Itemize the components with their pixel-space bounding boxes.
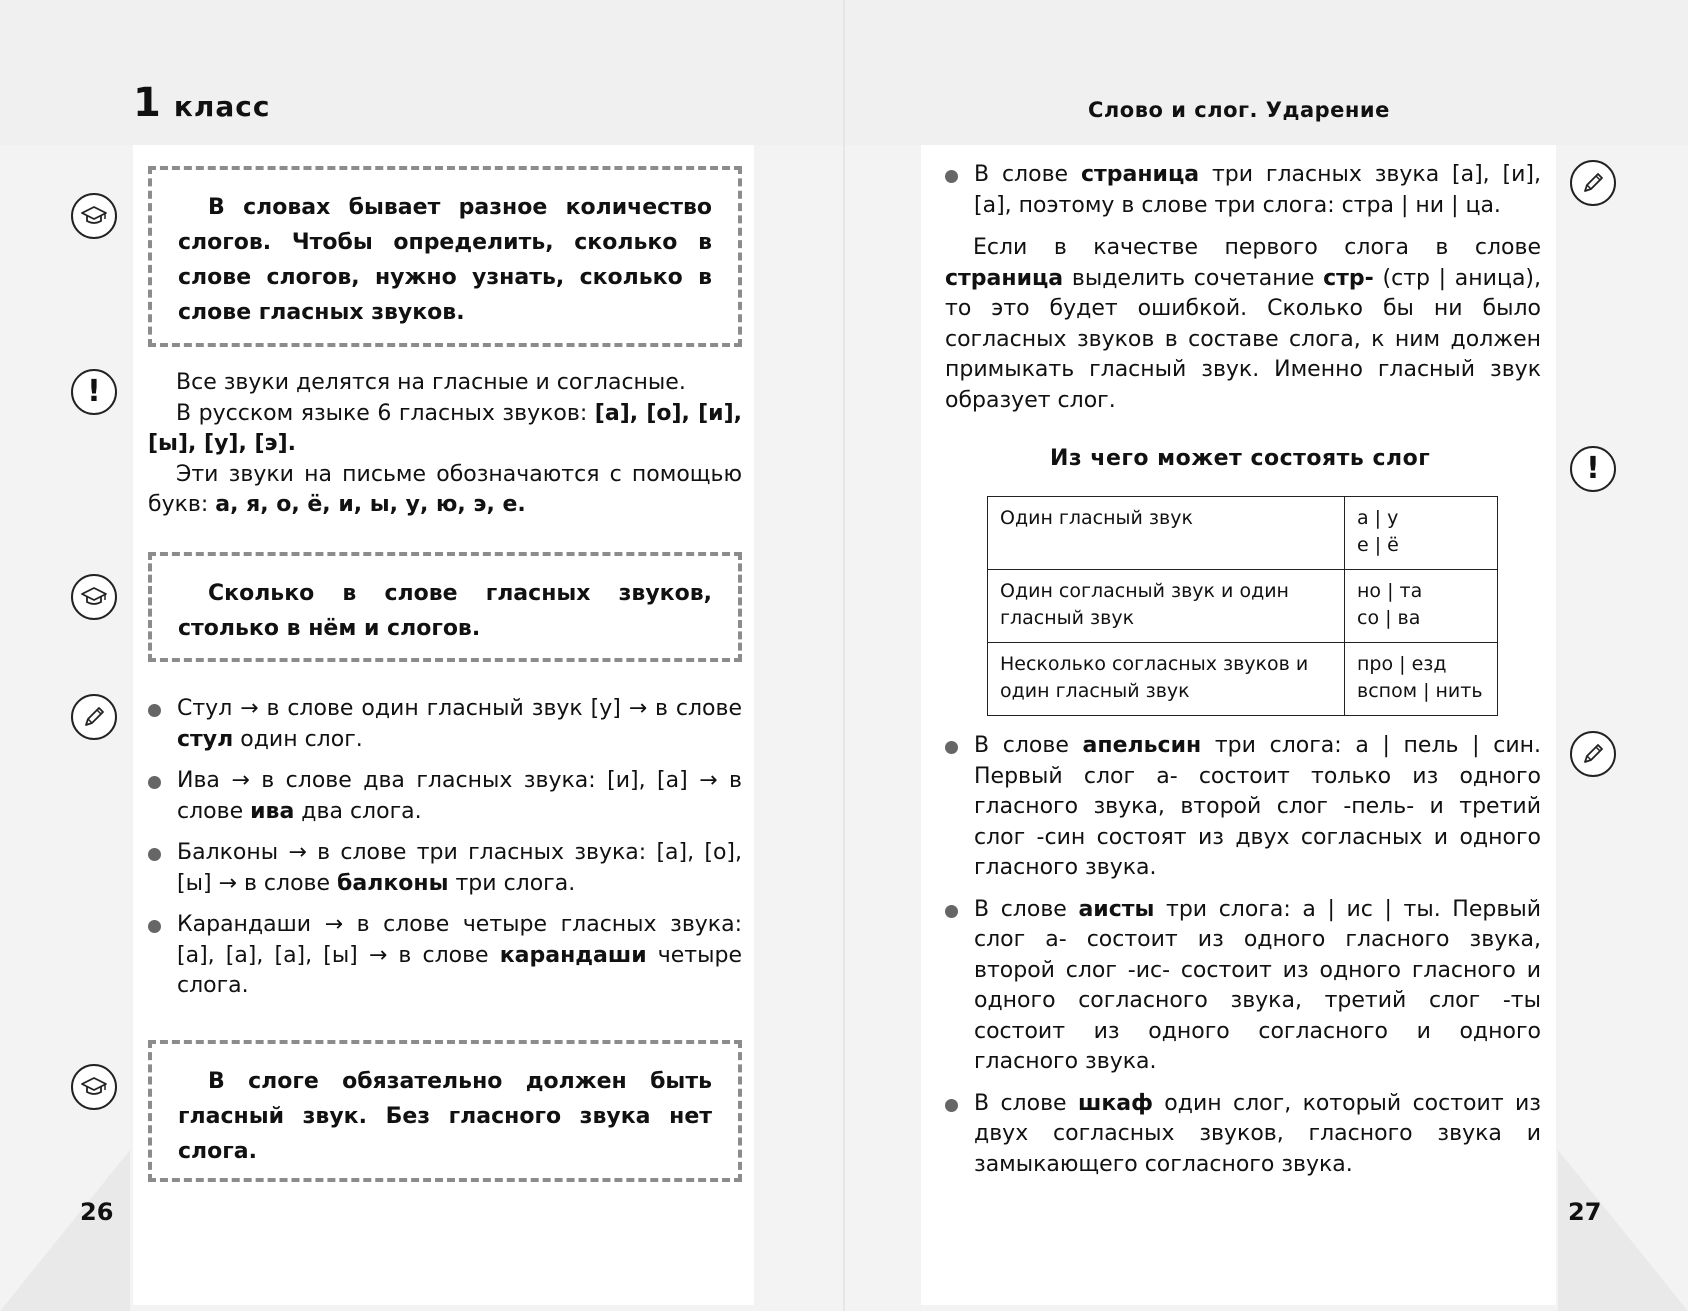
strana-example <box>945 160 1541 232</box>
list-item: В слове шкаф один слог, который состоит из двух согласных звуков, гласного звука и замыкающего согласного звука. <box>945 1089 1541 1181</box>
exclamation-icon: ! <box>1570 446 1616 492</box>
table-title: Из чего может состоять слог <box>1050 446 1431 471</box>
table-row <box>988 570 1498 643</box>
page-edge-shadow <box>1558 1150 1688 1311</box>
table-row <box>988 643 1498 716</box>
paragraph: Если в качестве первого слога в слове страница выделить сочетание стр- (стр | аница), то это будет ошибкой. Сколько бы ни было согласных звуков в составе слога, к ним должен примыкать гласный звук. Именно гласный звук образует слог. <box>945 235 1541 413</box>
page-number-left: 26 <box>80 1198 114 1226</box>
explanation-paragraph <box>945 233 1541 416</box>
pencil-icon <box>71 694 117 740</box>
list-item: Карандаши → в слове четыре гласных звука: [а], [а], [а], [ы] → в слове карандаши четыре слога. <box>148 910 742 1002</box>
grade-word: класс <box>173 90 271 123</box>
rule-box-3: В слоге обязательно должен быть гласный звук. Без гласного звука нет слога. <box>148 1040 742 1182</box>
table-cell-desc: Один согласный звук и один гласный звук <box>988 570 1345 643</box>
right-examples-list <box>945 731 1541 1191</box>
list-item: Балконы → в слове три гласных звука: [а], [о], [ы] → в слове балконы три слога. <box>148 838 742 899</box>
paragraph: В русском языке 6 гласных звуков: [а], [о], [и], [ы], [у], [э]. <box>148 400 742 456</box>
list-item: В слове аисты три слога: а | ис | ты. Первый слог а- состоит из одного гласного звука, второй слог -ис- состоит из одного гласного и одного согласного звука, третий слог -ты состоит из одного согласного и одного гласного звука. <box>945 895 1541 1078</box>
graduation-cap-icon <box>71 1064 117 1110</box>
gutter <box>843 0 845 1311</box>
syllable-table <box>987 496 1498 716</box>
pencil-icon <box>1570 731 1616 777</box>
table-cell-desc: Один гласный звук <box>988 497 1345 570</box>
page-number-right: 27 <box>1568 1198 1602 1226</box>
rule-box-1: В словах бывает разное количество слогов. Чтобы определить, сколько в слове слогов, нужно узнать, сколько в слове гласных звуков. <box>148 166 742 347</box>
graduation-cap-icon <box>71 193 117 239</box>
list-item: Ива → в слове два гласных звука: [и], [а] → в слове ива два слога. <box>148 766 742 827</box>
paragraph: Все звуки делятся на гласные и согласные. <box>176 370 686 395</box>
list-item: В слове страница три гласных звука [а], [и], [а], поэтому в слове три слога: стра | ни | ца. <box>945 160 1541 221</box>
page-edge-shadow <box>0 1150 130 1311</box>
graduation-cap-icon <box>71 574 117 620</box>
table-cell-examples: но | та со | ва <box>1345 570 1498 643</box>
grade-number: 1 <box>133 80 162 126</box>
table-cell-examples: про | езд вспом | нить <box>1345 643 1498 716</box>
list-item: Стул → в слове один гласный звук [у] → в слове стул один слог. <box>148 694 742 755</box>
vowels-paragraph <box>148 368 742 521</box>
grade-label <box>133 80 270 126</box>
examples-list <box>148 694 742 1013</box>
section-title: Слово и слог. Ударение <box>1088 98 1390 122</box>
table-cell-desc: Несколько согласных звуков и один гласный звук <box>988 643 1345 716</box>
paragraph: Эти звуки на письме обозначаются с помощью букв: а, я, о, ё, и, ы, у, ю, э, е. <box>148 461 742 517</box>
table-row <box>988 497 1498 570</box>
table-cell-examples: а | у е | ё <box>1345 497 1498 570</box>
list-item: В слове апельсин три слога: а | пель | син. Первый слог а- состоит только из одного гласного звука, второй слог -пель- и третий слог -син состоят из двух согласных и одного гласного звука. <box>945 731 1541 884</box>
rule-box-2: Сколько в слове гласных звуков, столько в нём и слогов. <box>148 552 742 662</box>
exclamation-icon: ! <box>71 369 117 415</box>
pencil-icon <box>1570 160 1616 206</box>
